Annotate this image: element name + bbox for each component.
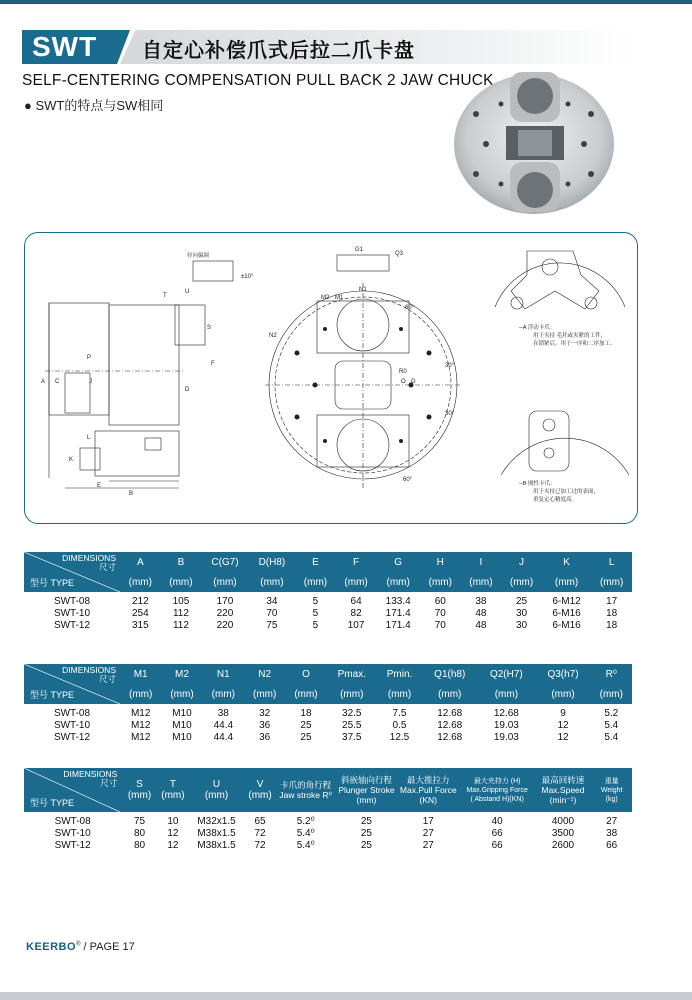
table3-header-title: 最大夹持力 (H) xyxy=(473,777,521,785)
table1-unit: (mm) xyxy=(542,572,591,592)
table1-header: I xyxy=(461,552,502,572)
dim-m1-label: M1 xyxy=(335,295,344,301)
table3-header xyxy=(460,768,535,812)
table3-header-title: U xyxy=(212,779,221,790)
table-cell: 19.03 xyxy=(493,731,519,743)
top-accent-bar xyxy=(0,0,692,4)
table-cell: M12 xyxy=(130,707,151,719)
table-cell: 27 xyxy=(606,815,618,827)
table-cell: 19.03 xyxy=(493,719,519,731)
note-a-line-1: 用于夹持 毛坯或夹紧的工件， xyxy=(533,333,607,339)
table-cell: 70 xyxy=(434,607,446,619)
table-cell: SWT-08 xyxy=(53,595,91,607)
table2-header: N1 xyxy=(203,664,244,684)
table-cell: 12 xyxy=(167,827,179,839)
dimensions-table-3 xyxy=(24,768,632,851)
table-cell: M12 xyxy=(130,719,151,731)
table-cell: 80 xyxy=(133,827,146,839)
table-cell: 112 xyxy=(172,607,189,619)
table-cell: 82 xyxy=(350,607,362,619)
table3-header xyxy=(336,768,397,812)
table-row xyxy=(24,607,632,619)
dim-d-label: D xyxy=(185,387,190,393)
table-cell: 37.5 xyxy=(342,731,362,743)
table-cell: 6-M12 xyxy=(552,595,581,607)
table-cell: 25 xyxy=(300,719,312,731)
angle-label: ±10° xyxy=(241,274,254,280)
table-row xyxy=(24,839,632,851)
table3-header xyxy=(245,768,275,812)
table-cell: 12 xyxy=(557,731,569,743)
table3-header-unit: Max.Gripping Force xyxy=(466,786,528,794)
angle-60-bottom-label: 60° xyxy=(403,477,413,483)
table-cell: 7.5 xyxy=(392,707,407,719)
table2-unit: (mm) xyxy=(203,684,244,704)
rigid-jaw-detail xyxy=(501,411,629,475)
table-row xyxy=(24,731,632,743)
table-cell: M10 xyxy=(172,731,192,743)
table-cell: 12.68 xyxy=(437,731,463,743)
table-cell: 5 xyxy=(312,607,319,619)
table-cell: 0.5 xyxy=(392,719,407,731)
table-cell: 36 xyxy=(259,719,271,731)
dim-c-label: C xyxy=(55,379,60,385)
table-cell: 17 xyxy=(422,815,434,827)
table-cell: M10 xyxy=(172,707,192,719)
table-row xyxy=(24,827,632,839)
dim-g1-label: G1 xyxy=(355,247,364,253)
table-cell: 12.68 xyxy=(437,707,463,719)
table-cell: 44.4 xyxy=(213,719,234,731)
table-cell: 18 xyxy=(606,619,618,631)
angle-30-bottom-label: 30° xyxy=(445,411,455,417)
table-cell: 72 xyxy=(254,827,266,839)
table-cell: 12.68 xyxy=(493,707,519,719)
table1-unit: (mm) xyxy=(120,572,161,592)
table3-header-title: S xyxy=(136,779,143,790)
product-code: SWT xyxy=(32,31,98,62)
table1-corner-bottom: 型号 TYPE xyxy=(30,578,75,588)
table-cell: 5.4 xyxy=(604,719,619,731)
table-cell: 27 xyxy=(422,827,434,839)
table-cell: 44.4 xyxy=(213,731,234,743)
table2-unit: (mm) xyxy=(422,684,477,704)
table-cell: M38x1.5 xyxy=(197,839,236,851)
table-cell: 66 xyxy=(491,827,503,839)
table1-header: H xyxy=(420,552,461,572)
table-cell: 70 xyxy=(434,619,446,631)
table-cell: 25.5 xyxy=(342,719,362,731)
title-banner xyxy=(22,30,632,64)
table2-unit: (mm) xyxy=(327,684,377,704)
table1-header: G xyxy=(376,552,420,572)
angle-60-top-label: 60° xyxy=(405,305,415,311)
table-cell: M10 xyxy=(172,719,192,731)
table-cell: 60 xyxy=(434,595,446,607)
note-b-title: ─B 刚性卡爪： xyxy=(519,481,556,487)
table-row xyxy=(24,719,632,731)
table-cell: SWT-10 xyxy=(54,827,91,839)
table1-unit: (mm) xyxy=(249,572,295,592)
table-cell: SWT-12 xyxy=(53,731,91,743)
table1-corner xyxy=(24,552,120,592)
table-cell: 254 xyxy=(131,607,149,619)
table3-header-title: 斜嵌轴向行程 xyxy=(340,775,392,785)
table-row xyxy=(24,812,632,827)
dimensions-table-2 xyxy=(24,664,632,743)
table2-corner-bottom: 型号 TYPE xyxy=(30,690,75,700)
table-cell: SWT-12 xyxy=(54,839,91,851)
table-cell: M32x1.5 xyxy=(197,815,236,827)
table1-header: J xyxy=(501,552,542,572)
table1-corner-mid: 尺寸 xyxy=(98,562,116,572)
table-cell: SWT-12 xyxy=(53,619,91,631)
table2-unit: (mm) xyxy=(161,684,202,704)
table3-header xyxy=(121,768,157,812)
table3-header-title: 重量 xyxy=(604,777,619,785)
table1-unit: (mm) xyxy=(501,572,542,592)
table1-unit: (mm) xyxy=(376,572,420,592)
table-cell: 220 xyxy=(216,619,234,631)
table-cell: 10 xyxy=(167,815,179,827)
dim-m2-label: M2 xyxy=(321,295,330,301)
table-cell: M38x1.5 xyxy=(197,827,236,839)
page-number: / PAGE 17 xyxy=(83,941,135,953)
table-cell: 65 xyxy=(254,815,266,827)
floating-jaw-detail xyxy=(495,251,625,309)
dim-s-label: S xyxy=(207,325,212,331)
table-cell: 5.2 xyxy=(604,707,619,719)
product-title-en: SELF-CENTERING COMPENSATION PULL BACK 2 JAW CHUCK xyxy=(22,72,494,89)
table-cell: 5.4⁰ xyxy=(296,827,315,839)
table2-unit: (mm) xyxy=(120,684,161,704)
table3-header-title: 卡爪的角行程 xyxy=(280,780,332,790)
table3-header-unit: (mm) xyxy=(127,790,152,801)
table1-header: F xyxy=(336,552,377,572)
table-cell: 3500 xyxy=(551,827,575,839)
table-cell: 38 xyxy=(217,707,229,719)
side-view-drawing xyxy=(45,261,233,488)
dim-a-label: A xyxy=(41,379,46,385)
table-cell: 12.68 xyxy=(437,719,463,731)
table-cell: 75 xyxy=(266,619,278,631)
table-cell: 171.4 xyxy=(385,607,411,619)
table-cell: SWT-08 xyxy=(53,707,91,719)
angle-30-top-label: 30° xyxy=(445,363,455,369)
table-cell: 34 xyxy=(266,595,278,607)
table-cell: 133.4 xyxy=(385,595,411,607)
table3-header-unit: (mm) xyxy=(248,790,272,801)
table1-header: K xyxy=(542,552,591,572)
dim-n2-label: N2 xyxy=(269,333,277,339)
table3-header-title: 最高回转速 xyxy=(541,775,585,785)
feature-bullet-text: SWT的特点与SW相同 xyxy=(35,98,164,113)
table1-unit: (mm) xyxy=(591,572,632,592)
dim-j-label: J xyxy=(89,379,92,385)
table-cell: 30 xyxy=(515,619,528,631)
table1-header: B xyxy=(161,552,202,572)
dim-u-label: U xyxy=(185,289,190,295)
table-cell: 32.5 xyxy=(342,707,362,719)
table1-unit: (mm) xyxy=(461,572,502,592)
bottom-bar xyxy=(0,992,692,1000)
product-title-cn: 自定心补偿爪式后拉二爪卡盘 xyxy=(142,40,415,62)
table3-header-unit: Weight xyxy=(600,786,623,794)
table3-corner xyxy=(24,768,121,812)
table-cell: 18 xyxy=(300,707,312,719)
table2-header: Pmax. xyxy=(327,664,377,684)
table-cell: 4000 xyxy=(551,815,575,827)
dim-b-label: B xyxy=(129,491,134,497)
dim-q3-label: Q3 xyxy=(395,251,404,257)
table3-header-unit: Max.Speed xyxy=(541,785,585,795)
table-cell: 36 xyxy=(259,731,271,743)
table-cell: 48 xyxy=(475,607,487,619)
table-cell: 17 xyxy=(606,595,618,607)
table2-unit: (mm) xyxy=(477,684,535,704)
table-cell: 25 xyxy=(360,827,372,839)
registered-mark: ® xyxy=(76,941,81,948)
table2-corner xyxy=(24,664,120,704)
table1-header: E xyxy=(295,552,336,572)
table3-header xyxy=(397,768,460,812)
table1-corner-top: DIMENSIONS xyxy=(62,553,116,563)
table3-header-title: V xyxy=(256,779,264,790)
table1-header: A xyxy=(120,552,161,572)
table3-header-unit: (mm) xyxy=(356,795,377,805)
table3-header-unit: (mm) xyxy=(161,790,185,801)
table-cell: 12.5 xyxy=(389,731,410,743)
dim-n1-label: N1 xyxy=(359,287,367,293)
table-cell: 2600 xyxy=(551,839,575,851)
table-row xyxy=(24,704,632,719)
table-cell: 25 xyxy=(360,839,372,851)
table-cell: 5.4⁰ xyxy=(296,839,315,851)
table3-header xyxy=(591,768,632,812)
table3-header xyxy=(275,768,336,812)
table-cell: 38 xyxy=(475,595,487,607)
table-cell: 112 xyxy=(172,619,189,631)
table-cell: 170 xyxy=(216,595,234,607)
table2-header: R⁰ xyxy=(591,664,632,684)
table-cell: 9 xyxy=(560,707,566,719)
table-cell: 12 xyxy=(167,839,179,851)
table1-header: D(H8) xyxy=(249,552,295,572)
table-cell: M12 xyxy=(130,731,151,743)
dim-f-label: F xyxy=(211,361,215,367)
table-cell: SWT-10 xyxy=(53,607,91,619)
table3-corner-bottom: 型号 TYPE xyxy=(30,798,75,808)
table3-header xyxy=(535,768,592,812)
table-cell: 6-M16 xyxy=(552,619,581,631)
table2-unit: (mm) xyxy=(244,684,285,704)
table-cell: 70 xyxy=(266,607,278,619)
table-cell: 27 xyxy=(422,839,434,851)
side-title-label: 径向偏调 xyxy=(187,253,210,259)
table-cell: 12 xyxy=(557,719,569,731)
table-cell: 212 xyxy=(131,595,149,607)
dim-r0-label: R0 xyxy=(399,369,407,375)
table-cell: 66 xyxy=(606,839,618,851)
product-photo xyxy=(446,64,614,214)
table2-header: Pmin. xyxy=(377,664,422,684)
table3-header-unit: Plunger Stroke xyxy=(338,785,395,795)
table2-header: Q2(H7) xyxy=(477,664,535,684)
table3-header-unit: (min⁻¹) xyxy=(549,795,577,805)
table3-header-title: T xyxy=(169,779,176,790)
table2-unit: (mm) xyxy=(377,684,422,704)
table-cell: 6-M16 xyxy=(552,607,581,619)
table3-header xyxy=(158,768,188,812)
table-cell: 75 xyxy=(133,815,146,827)
table3-header xyxy=(188,768,245,812)
table-cell: 105 xyxy=(172,595,190,607)
note-a-line-2: 在锁紧后，用于一序和二序加工。 xyxy=(533,341,616,347)
dim-l-label: L xyxy=(87,435,91,441)
table-cell: 5 xyxy=(312,619,319,631)
table-cell: 220 xyxy=(216,607,234,619)
table2-unit: (mm) xyxy=(285,684,326,704)
table-cell: 32 xyxy=(259,707,271,719)
table-cell: 38 xyxy=(606,827,618,839)
table-cell: 25 xyxy=(360,815,372,827)
table1-header: C(G7) xyxy=(201,552,248,572)
table-cell: 30 xyxy=(515,607,528,619)
table-cell: 80 xyxy=(133,839,146,851)
dim-k-label: K xyxy=(69,457,74,463)
note-b-line-1: 用于夹持已加工过的表面， xyxy=(533,489,600,495)
table2-header: O xyxy=(285,664,326,684)
table-cell: SWT-10 xyxy=(53,719,91,731)
table2-unit: (mm) xyxy=(591,684,632,704)
table-cell: 64 xyxy=(350,595,362,607)
table3-header-unit: (KN) xyxy=(419,795,437,805)
technical-drawing-panel xyxy=(24,232,638,524)
feature-bullet: ● SWT的特点与SW相同 xyxy=(24,98,164,113)
dimensions-table-1 xyxy=(24,552,632,631)
table3-header-unit: Jaw stroke R⁰ xyxy=(279,790,332,800)
table3-header-title: 最大推拉力 xyxy=(406,775,450,785)
table1-unit: (mm) xyxy=(295,572,336,592)
note-a-title: ─A 浮动卡爪： xyxy=(519,325,556,331)
table2-corner-mid: 尺寸 xyxy=(98,674,116,684)
table-cell: 5 xyxy=(312,595,319,607)
table-cell: 171.4 xyxy=(385,619,411,631)
table1-unit: (mm) xyxy=(336,572,377,592)
page-footer xyxy=(26,941,135,953)
table3-header-unit: (mm) xyxy=(204,790,229,801)
table1-unit: (mm) xyxy=(420,572,461,592)
table1-unit: (mm) xyxy=(161,572,202,592)
table3-corner-mid: 尺寸 xyxy=(100,778,118,788)
table2-header: M2 xyxy=(161,664,202,684)
table3-header-unit: Max.Pull Force xyxy=(399,785,457,795)
table3-header-unit: ( Abstand H)(KN) xyxy=(470,795,524,803)
table1-header: L xyxy=(591,552,632,572)
dim-e-label: E xyxy=(97,483,102,489)
table-row xyxy=(24,592,632,607)
table1-unit: (mm) xyxy=(201,572,248,592)
table-cell: 5.4 xyxy=(604,731,619,743)
table-cell: 5.2⁰ xyxy=(296,815,315,827)
table2-unit: (mm) xyxy=(535,684,590,704)
table-cell: 18 xyxy=(606,607,618,619)
table-cell: 66 xyxy=(491,839,503,851)
dim-g-label: G xyxy=(411,379,416,385)
table-cell: SWT-08 xyxy=(54,815,91,827)
table-row xyxy=(24,619,632,631)
note-b-line-2: 重复定心精度高。 xyxy=(533,497,578,503)
table-cell: 315 xyxy=(131,619,149,631)
table-cell: 48 xyxy=(475,619,487,631)
dim-o-label: O xyxy=(401,379,406,385)
table-cell: 72 xyxy=(254,839,266,851)
table2-corner-top: DIMENSIONS xyxy=(62,665,116,675)
brand-logo: KEERBO xyxy=(26,941,77,953)
table2-header: Q1(h8) xyxy=(422,664,477,684)
table3-corner-top: DIMENSIONS xyxy=(63,769,118,779)
table2-header: N2 xyxy=(244,664,285,684)
table-cell: 25 xyxy=(300,731,312,743)
table-cell: 25 xyxy=(515,595,528,607)
dim-p-label: P xyxy=(87,355,92,361)
dim-t-label: T xyxy=(163,293,167,299)
table2-header: M1 xyxy=(120,664,161,684)
table-cell: 40 xyxy=(491,815,503,827)
table-cell: 107 xyxy=(347,619,365,631)
table2-header: Q3(h7) xyxy=(535,664,590,684)
table3-header-unit: (kg) xyxy=(605,795,618,803)
